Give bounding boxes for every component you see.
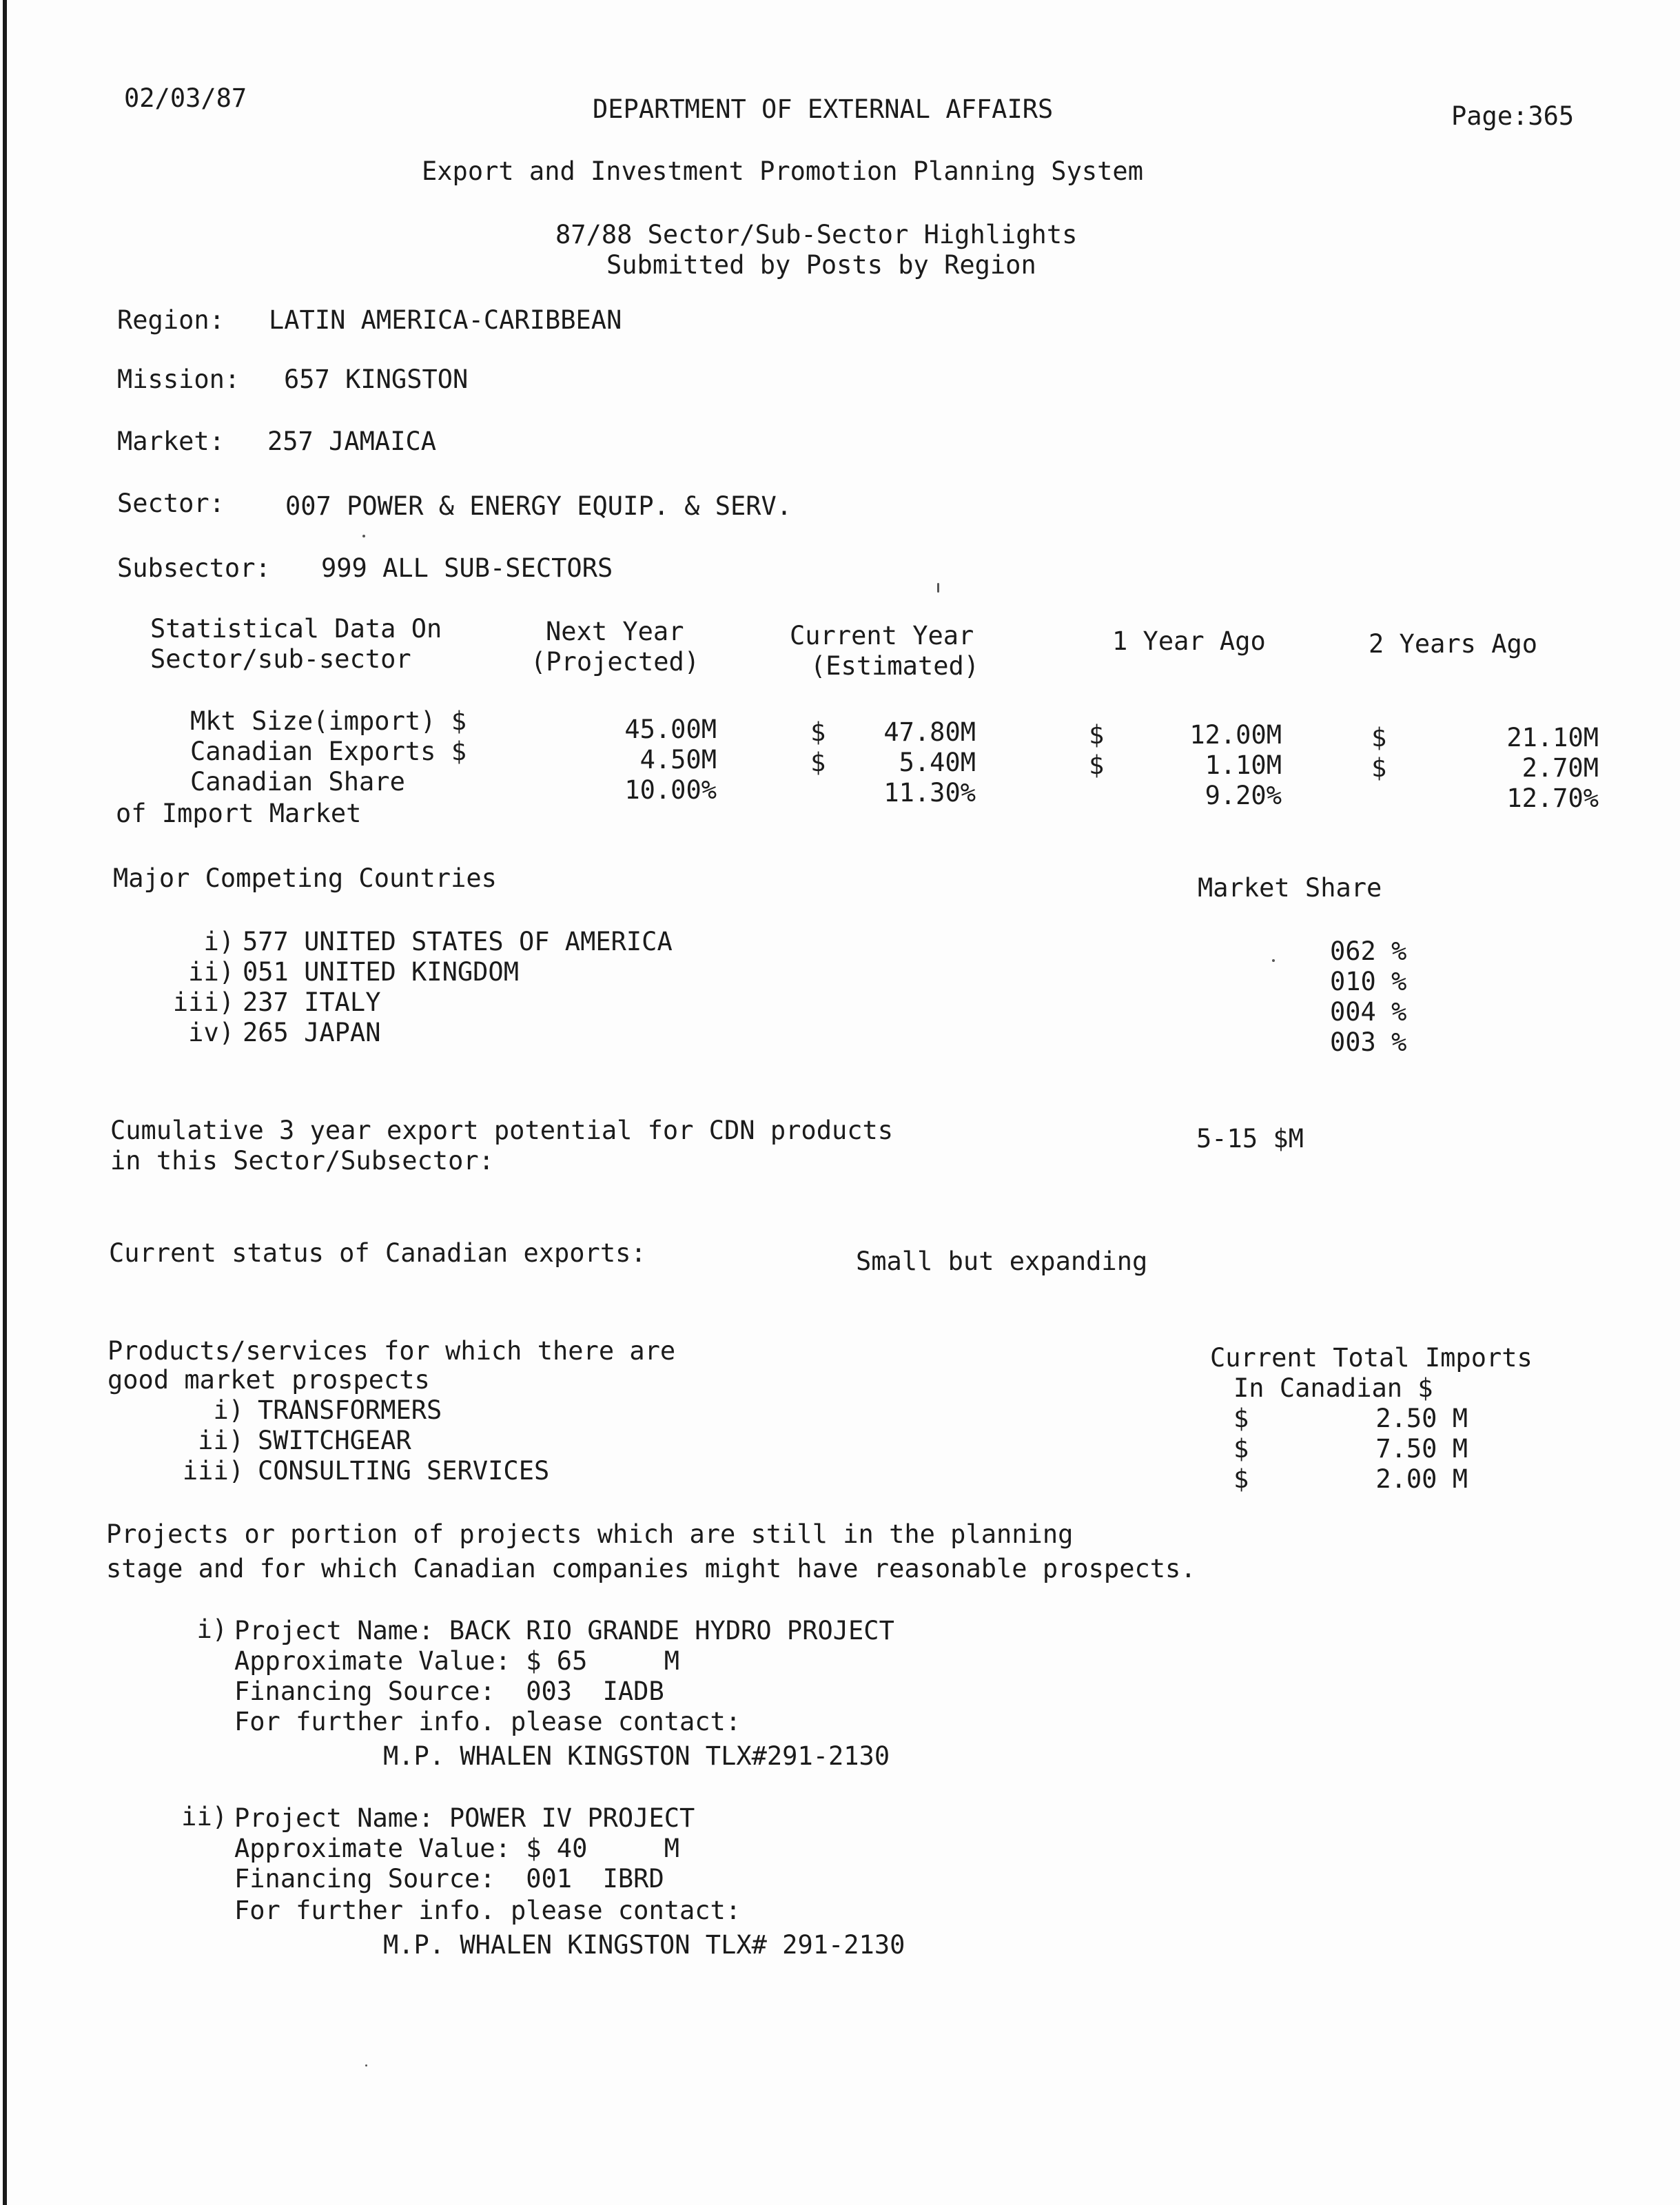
region-label: Region: xyxy=(117,305,225,335)
currency-symbol: $ xyxy=(1371,753,1387,783)
subsector-label: Subsector: xyxy=(117,553,271,583)
competitor-share: 004 % xyxy=(1330,997,1407,1027)
sector-value: 007 POWER & ENERGY EQUIP. & SERV. xyxy=(285,491,792,521)
project-value: Approximate Value: $ 40 M xyxy=(234,1834,680,1863)
system-title: Export and Investment Promotion Planning System xyxy=(422,156,1143,186)
project-name: Project Name: BACK RIO GRANDE HYDRO PROJECT xyxy=(234,1616,894,1645)
stat-2yr-value: 12.70% xyxy=(1506,783,1599,813)
competitor-share: 003 % xyxy=(1330,1027,1407,1057)
market-value: 257 JAMAICA xyxy=(267,427,437,456)
sector-label: Sector: xyxy=(117,489,225,518)
competitor-number: iii) xyxy=(172,987,234,1017)
project-number: ii) xyxy=(181,1802,227,1832)
stat-row-label: Canadian Share xyxy=(190,767,405,797)
project-financing: Financing Source: 001 IBRD xyxy=(234,1864,664,1894)
competitor-number: i) xyxy=(203,927,234,956)
imports-heading-line1: Current Total Imports xyxy=(1210,1343,1533,1373)
products-heading-line1: Products/services for which there are xyxy=(107,1336,676,1366)
competitor-name: 237 ITALY xyxy=(243,987,381,1017)
status-value: Small but expanding xyxy=(856,1247,1148,1276)
competitor-share: 010 % xyxy=(1330,967,1407,996)
competitor-number: ii) xyxy=(188,957,234,987)
market-share-heading: Market Share xyxy=(1198,873,1382,903)
stat-1yr-value: 1.10M xyxy=(1205,750,1282,780)
currency-symbol: $ xyxy=(1371,723,1387,752)
stat-current-value: 11.30% xyxy=(883,778,976,808)
project-contact-label: For further info. please contact: xyxy=(234,1707,741,1736)
scan-speck xyxy=(365,2064,367,2066)
stat-2yr-value: 21.10M xyxy=(1506,723,1599,752)
product-name: TRANSFORMERS xyxy=(258,1395,442,1425)
competitor-name: 051 UNITED KINGDOM xyxy=(243,957,519,987)
product-name: SWITCHGEAR xyxy=(258,1426,411,1455)
potential-line1: Cumulative 3 year export potential for CDN products xyxy=(110,1116,894,1145)
two-years-ago-header: 2 Years Ago xyxy=(1369,629,1538,659)
project-name: Project Name: POWER IV PROJECT xyxy=(234,1803,695,1833)
share-suffix: of Import Market xyxy=(116,799,362,828)
subsector-value: 999 ALL SUB-SECTORS xyxy=(321,553,613,583)
product-name: CONSULTING SERVICES xyxy=(258,1456,550,1486)
competitor-number: iv) xyxy=(188,1018,234,1047)
stat-header-line2: Sector/sub-sector xyxy=(150,644,411,674)
scan-speck xyxy=(362,535,365,537)
stat-header-line1: Statistical Data On xyxy=(150,614,442,644)
product-import-value: 7.50 M xyxy=(1375,1434,1468,1464)
status-label: Current status of Canadian exports: xyxy=(109,1238,646,1268)
competitor-name: 577 UNITED STATES OF AMERICA xyxy=(243,927,673,956)
stat-row-label: Canadian Exports $ xyxy=(190,737,467,766)
current-year-header-line2: (Estimated) xyxy=(810,651,980,681)
mission-value: 657 KINGSTON xyxy=(284,365,469,394)
stat-current-value: 47.80M xyxy=(883,717,976,747)
product-number: iii) xyxy=(182,1456,244,1486)
report-title: 87/88 Sector/Sub-Sector Highlights xyxy=(555,220,1078,249)
region-value: LATIN AMERICA-CARIBBEAN xyxy=(269,305,622,335)
next-year-header-line1: Next Year xyxy=(546,617,684,646)
product-number: i) xyxy=(213,1395,244,1425)
currency-symbol: $ xyxy=(1089,750,1105,780)
one-year-ago-header: 1 Year Ago xyxy=(1112,626,1266,656)
report-date: 02/03/87 xyxy=(124,83,247,113)
project-number: i) xyxy=(196,1614,227,1644)
page-edge-shadow xyxy=(3,0,7,2205)
report-subtitle: Submitted by Posts by Region xyxy=(606,250,1036,280)
project-contact: M.P. WHALEN KINGSTON TLX# 291-2130 xyxy=(383,1930,905,1960)
imports-heading-line2: In Canadian $ xyxy=(1233,1373,1433,1403)
product-import-value: 2.00 M xyxy=(1375,1464,1468,1494)
stat-next-value: 45.00M xyxy=(624,715,717,744)
stat-1yr-value: 12.00M xyxy=(1189,720,1282,750)
product-import-value: 2.50 M xyxy=(1375,1404,1468,1433)
potential-line2: in this Sector/Subsector: xyxy=(110,1146,494,1176)
currency-symbol: $ xyxy=(1233,1404,1249,1433)
stat-1yr-value: 9.20% xyxy=(1205,781,1282,810)
currency-symbol: $ xyxy=(1233,1464,1249,1494)
mission-label: Mission: xyxy=(117,365,240,394)
page-number: Page:365 xyxy=(1451,101,1575,131)
department-title: DEPARTMENT OF EXTERNAL AFFAIRS xyxy=(593,94,1054,124)
products-heading-line2: good market prospects xyxy=(107,1365,430,1395)
projects-intro-line1: Projects or portion of projects which are still in the planning xyxy=(106,1519,1074,1549)
competitor-share: 062 % xyxy=(1330,936,1407,966)
stat-next-value: 4.50M xyxy=(639,745,717,775)
next-year-header-line2: (Projected) xyxy=(531,647,700,677)
project-financing: Financing Source: 003 IADB xyxy=(234,1676,664,1706)
currency-symbol: $ xyxy=(1089,720,1105,750)
currency-symbol: $ xyxy=(1233,1434,1249,1464)
projects-intro-line2: stage and for which Canadian companies might have reasonable prospects. xyxy=(106,1554,1196,1583)
stat-2yr-value: 2.70M xyxy=(1522,753,1599,783)
product-number: ii) xyxy=(198,1426,244,1455)
current-year-header-line1: Current Year xyxy=(790,621,974,650)
market-label: Market: xyxy=(117,427,225,456)
competitor-name: 265 JAPAN xyxy=(243,1018,381,1047)
scan-speck xyxy=(1272,959,1275,962)
stat-row-label: Mkt Size(import) $ xyxy=(190,706,467,736)
stat-current-value: 5.40M xyxy=(899,748,976,777)
project-contact-label: For further info. please contact: xyxy=(234,1896,741,1925)
project-contact: M.P. WHALEN KINGSTON TLX#291-2130 xyxy=(383,1741,890,1771)
competitors-heading: Major Competing Countries xyxy=(113,863,497,893)
stat-next-value: 10.00% xyxy=(624,775,717,805)
currency-symbol: $ xyxy=(810,717,826,747)
project-value: Approximate Value: $ 65 M xyxy=(234,1646,680,1676)
potential-value: 5-15 $M xyxy=(1196,1124,1304,1153)
scan-speck xyxy=(937,583,939,593)
currency-symbol: $ xyxy=(810,748,826,777)
